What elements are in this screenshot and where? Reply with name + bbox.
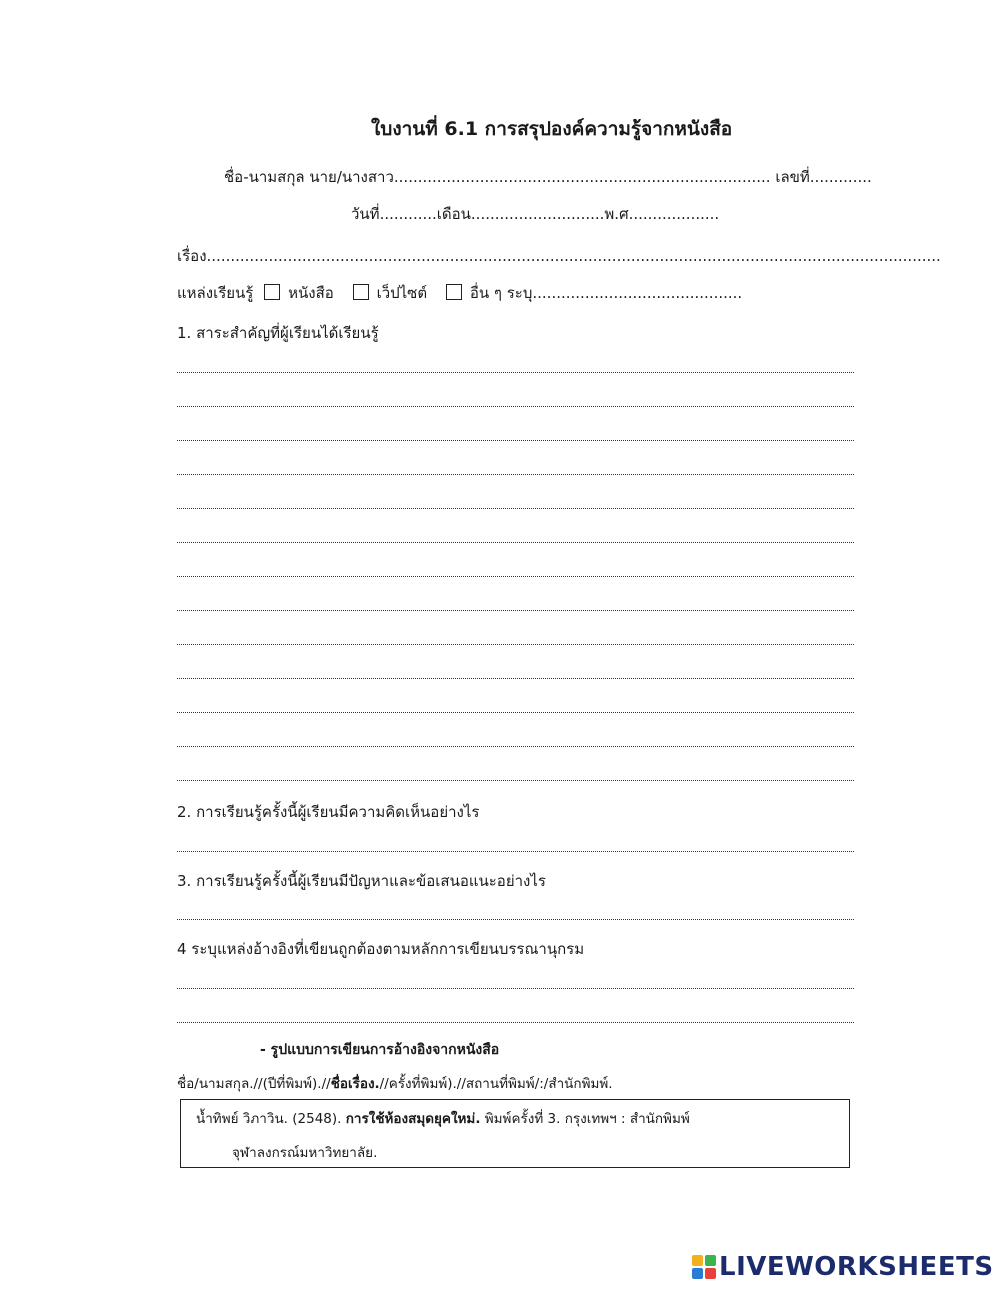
citation-format: [177, 1074, 613, 1094]
liveworksheets-logo: [692, 1252, 994, 1282]
citation-format-pre: ชื่อ/นามสกุล.//(ปีที่พิมพ์).//: [177, 1076, 331, 1092]
checkbox-book[interactable]: [264, 284, 280, 300]
checkbox-other[interactable]: [446, 284, 462, 300]
worksheet-title: ใบงานที่ 6.1 การสรุปองค์ความรู้จากหนังสือ: [371, 118, 733, 140]
citation-example-pre: น้ำทิพย์ วิภาวิน. (2548).: [196, 1111, 346, 1127]
citation-format-title: ชื่อเรื่อง.: [330, 1076, 380, 1092]
answer-line[interactable]: [177, 988, 854, 989]
citation-example-title: การใช้ห้องสมุดยุคใหม่.: [345, 1111, 481, 1127]
citation-example-line-2: จุฬาลงกรณ์มหาวิทยาลัย.: [232, 1145, 378, 1161]
date-line: วันที่............เดือน............................พ.ศ...................: [351, 205, 720, 223]
citation-example-line-1: [196, 1109, 690, 1129]
answer-line[interactable]: [177, 610, 854, 611]
question-4-label: 4 ระบุแหล่งอ้างอิงที่เขียนถูกต้องตามหลักการเขียนบรรณานุกรม: [177, 940, 585, 958]
answer-line[interactable]: [177, 712, 854, 713]
answer-line[interactable]: [177, 678, 854, 679]
name-line: ชื่อ-นามสกุล นาย/นางสาว............................................................................... เลขที่.............: [224, 168, 872, 186]
citation-example-post: พิมพ์ครั้งที่ 3. กรุงเทพฯ : สำนักพิมพ์: [480, 1111, 690, 1127]
option-other: อื่น ๆ ระบุ............................................: [469, 284, 743, 302]
option-website: เว็ปไซต์: [376, 284, 428, 302]
answer-line[interactable]: [177, 508, 854, 509]
answer-line[interactable]: [177, 1022, 854, 1023]
checkbox-website[interactable]: [353, 284, 369, 300]
source-row: [177, 283, 742, 303]
answer-line[interactable]: [177, 780, 854, 781]
answer-line[interactable]: [177, 542, 854, 543]
option-book: หนังสือ: [288, 284, 334, 302]
answer-line[interactable]: [177, 746, 854, 747]
answer-line[interactable]: [177, 576, 854, 577]
liveworksheets-logo-text: LIVEWORKSHEETS: [719, 1252, 994, 1282]
citation-heading: - รูปแบบการเขียนการอ้างอิงจากหนังสือ: [260, 1042, 500, 1058]
source-label: แหล่งเรียนรู้: [177, 284, 254, 302]
answer-line[interactable]: [177, 372, 854, 373]
answer-line[interactable]: [177, 851, 854, 852]
citation-format-post: //ครั้งที่พิมพ์).//สถานที่พิมพ์/:/สำนักพิมพ์.: [379, 1076, 613, 1092]
question-1-label: 1. สาระสำคัญที่ผู้เรียนได้เรียนรู้: [177, 324, 379, 342]
answer-line[interactable]: [177, 406, 854, 407]
answer-line[interactable]: [177, 644, 854, 645]
liveworksheets-logo-icon: [692, 1255, 716, 1279]
question-2-label: 2. การเรียนรู้ครั้งนี้ผู้เรียนมีความคิดเห็นอย่างไร: [177, 803, 480, 821]
question-3-label: 3. การเรียนรู้ครั้งนี้ผู้เรียนมีปัญหาและข้อเสนอแนะอย่างไร: [177, 872, 546, 890]
answer-line[interactable]: [177, 474, 854, 475]
answer-line[interactable]: [177, 440, 854, 441]
answer-line[interactable]: [177, 919, 854, 920]
subject-line: เรื่อง..........................................................................................................................................................: [177, 247, 941, 265]
